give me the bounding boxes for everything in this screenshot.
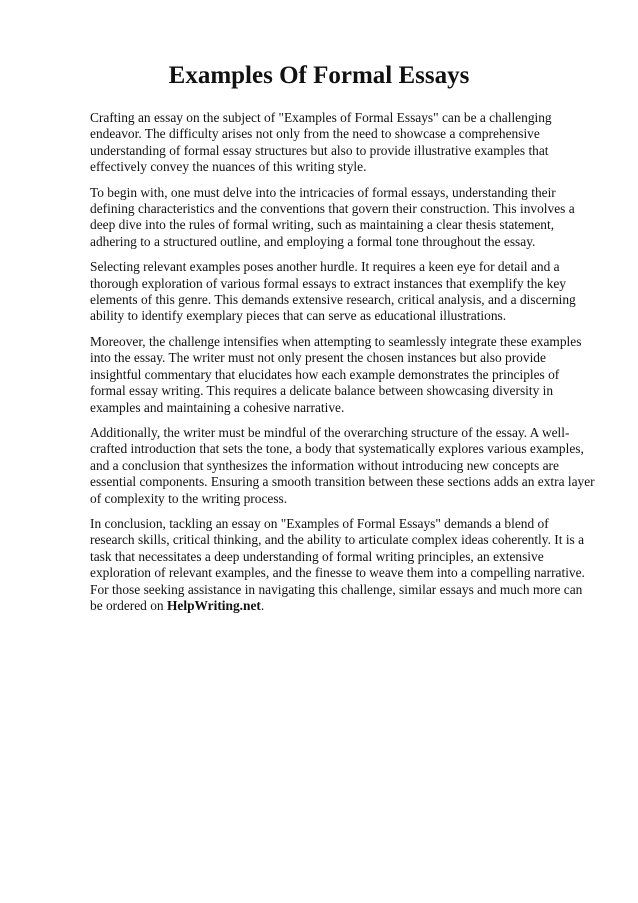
essay-paragraph-2: To begin with, one must delve into the intricacies of formal essays, understanding their defining characteristics and the conventions that govern their construction. This involves a deep dive into the rules of formal writing, such as maintaining a clear thesis statement, adhering to a structured outline, and employing a formal tone throughout the essay.: [90, 184, 575, 249]
conclusion-text: In conclusion, tackling an essay on "Examples of Formal Essays" demands a blend of research skills, critical thinking, and the ability to articulate complex ideas coherently. It is a task that necessitates a deep understanding of formal writing principles, an extensive exploration of relevant examples, and the finesse to weave them into a compelling narrative. For those seeking assistance in navigating this challenge, similar essays and much more can be ordered on: [90, 515, 585, 613]
helpwriting-link[interactable]: HelpWriting.net: [166, 597, 261, 613]
essay-paragraph-4: Moreover, the challenge intensifies when attempting to seamlessly integrate these examples into the essay. The writer must not only present the chosen instances but also provide insightful commentary that elucidates how each example demonstrates the principles of formal essay writing. This requires a delicate balance between showcasing diversity in examples and maintaining a cohesive narrative.: [90, 333, 582, 415]
essay-paragraph-3: Selecting relevant examples poses another hurdle. It requires a keen eye for detail and a thorough exploration of various formal essays to extract instances that exemplify the key elements of this genre. This demands extensive research, critical analysis, and a discerning ability to identify exemplary pieces that can serve as educational illustrations.: [90, 259, 576, 324]
essay-conclusion-paragraph: [90, 516, 596, 614]
essay-paragraph-5: Additionally, the writer must be mindful of the overarching structure of the essay. A well-crafted introduction that sets the tone, a body that systematically explores various examples, and a conclusion that synthesizes the information without introducing new concepts are essential components. Ensuring a smooth transition between these sections adds an extra layer of complexity to the writing process.: [90, 424, 595, 506]
essay-body: [90, 110, 596, 623]
conclusion-period: .: [260, 597, 265, 613]
page-title: Examples Of Formal Essays: [168, 62, 470, 89]
essay-paragraph-1: Crafting an essay on the subject of "Examples of Formal Essays" can be a challenging endeavor. The difficulty arises not only from the need to showcase a comprehensive understanding of formal essay structures but also to provide illustrative examples that effectively convey the nuances of this writing style.: [90, 110, 552, 175]
